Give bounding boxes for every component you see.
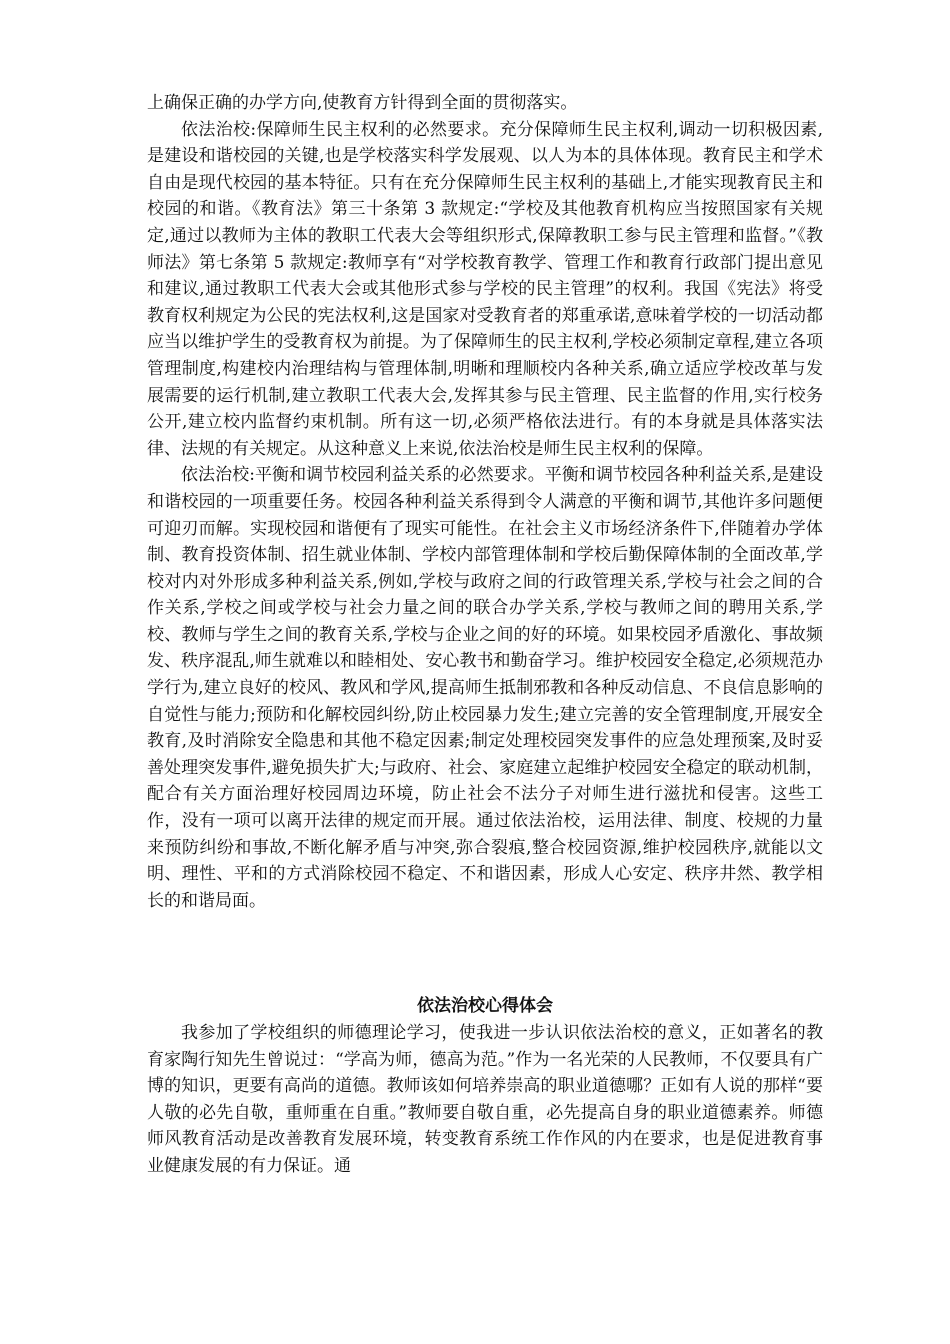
essay-paragraph: 我参加了学校组织的师德理论学习，使我进一步认识依法治校的意义，正如著名的教育家陶行知先生曾说过：“学高为师，德高为范。”作为一名光荣的人民教师，不仅要具有广博的知识，更要有高尚的道德。教师该如何培养崇高的职业道德哪？正如有人说的那样“要人敬的必先自敬，重师重在自重。”教师要自敬自重，必先提高自身的职业道德素养。师德师风教育活动是改善教育发展环境，转变教育系统工作作风的内在要求，也是促进教育事业健康发展的有力保证。通: [147, 1023, 823, 1176]
paragraph-interest-relations: 依法治校:平衡和调节校园利益关系的必然要求。平衡和调节校园各种利益关系,是建设和谐校园的一项重要任务。校园各种利益关系得到令人满意的平衡和调节,其他许多问题便可迎刃而解。实现校园和谐便有了现实可能性。在社会主义市场经济条件下,伴随着办学体制、教育投资体制、招生就业体制、学校内部管理体制和学校后勤保障体制的全面改革,学校对内对外形成多种利益关系,例如,学校与政府之间的行政管理关系,学校与社会之间的合作关系,学校之间或学校与社会力量之间的联合办学关系,学校与教师之间的聘用关系,学校、教师与学生之间的教育关系,学校与企业之间的好的环境。如果校园矛盾激化、事故频发、秩序混乱,师生就难以和睦相处、安心教书和勤奋学习。维护校园安全稳定,必须规范办学行为,建立良好的校风、教风和学风,提高师生抵制邪教和各种反动信息、不良信息影响的自觉性与能力;预防和化解校园纠纷,防止校园暴力发生;建立完善的安全管理制度,开展安全教育,及时消除安全隐患和其他不稳定因素;制定处理校园突发事件的应急处理预案,及时妥善处理突发事件,避免损失扩大;与政府、社会、家庭建立起维护校园安全稳定的联动机制，配合有关方面治理好校园周边环境，防止社会不法分子对师生进行滋扰和侵害。这些工作，没有一项可以离开法律的规定而开展。通过依法治校，运用法律、制度、校规的力量来预防纠纷和事故,不断化解矛盾与冲突,弥合裂痕,整合校园资源,维护校园秩序,就能以文明、理性、平和的方式消除校园不稳定、不和谐因素，形成人心安定、秩序井然、教学相长的和谐局面。: [147, 465, 823, 911]
paragraph-democratic-rights: 依法治校:保障师生民主权利的必然要求。充分保障师生民主权利,调动一切积极因素,是建设和谐校园的关键,也是学校落实科学发展观、以人为本的具体体现。教育民主和学术自由是现代校园的基本特征。只有在充分保障师生民主权利的基础上,才能实现教育民主和校园的和谐。《教育法》第三十条第 3 款规定:“学校及其他教育机构应当按照国家有关规定,通过以教师为主体的教职工代表大会等组织形式,保障教职工参与民主管理和监督。”《教师法》第七条第 5 款规定:教师享有“对学校教育教学、管理工作和教育行政部门提出意见和建议,通过教职工代表大会或其他形式参与学校的民主管理”的权利。我国《宪法》将受教育权利规定为公民的宪法权利,这是国家对受教育者的郑重承诺,意味着学校的一切活动都应当以维护学生的受教育权为前提。为了保障师生的民主权利,学校必须制定章程,建立各项管理制度,构建校内治理结构与管理体制,明晰和理顺校内各种关系,确立适应学校改革与发展需要的运行机制,建立教职工代表大会,发挥其参与民主管理、民主监督的作用,实行校务公开,建立校内监督约束机制。所有这一切,必须严格依法进行。有的本身就是具体落实法律、法规的有关规定。从这种意义上来说,依法治校是师生民主权利的保障。: [147, 119, 823, 459]
document-page: [147, 90, 823, 1180]
essay-title: 依法治校心得体会: [417, 996, 553, 1017]
continuation-paragraph: 上确保正确的办学方向,使教育方针得到全面的贯彻落实。: [147, 93, 578, 113]
section-gap: [147, 914, 823, 993]
